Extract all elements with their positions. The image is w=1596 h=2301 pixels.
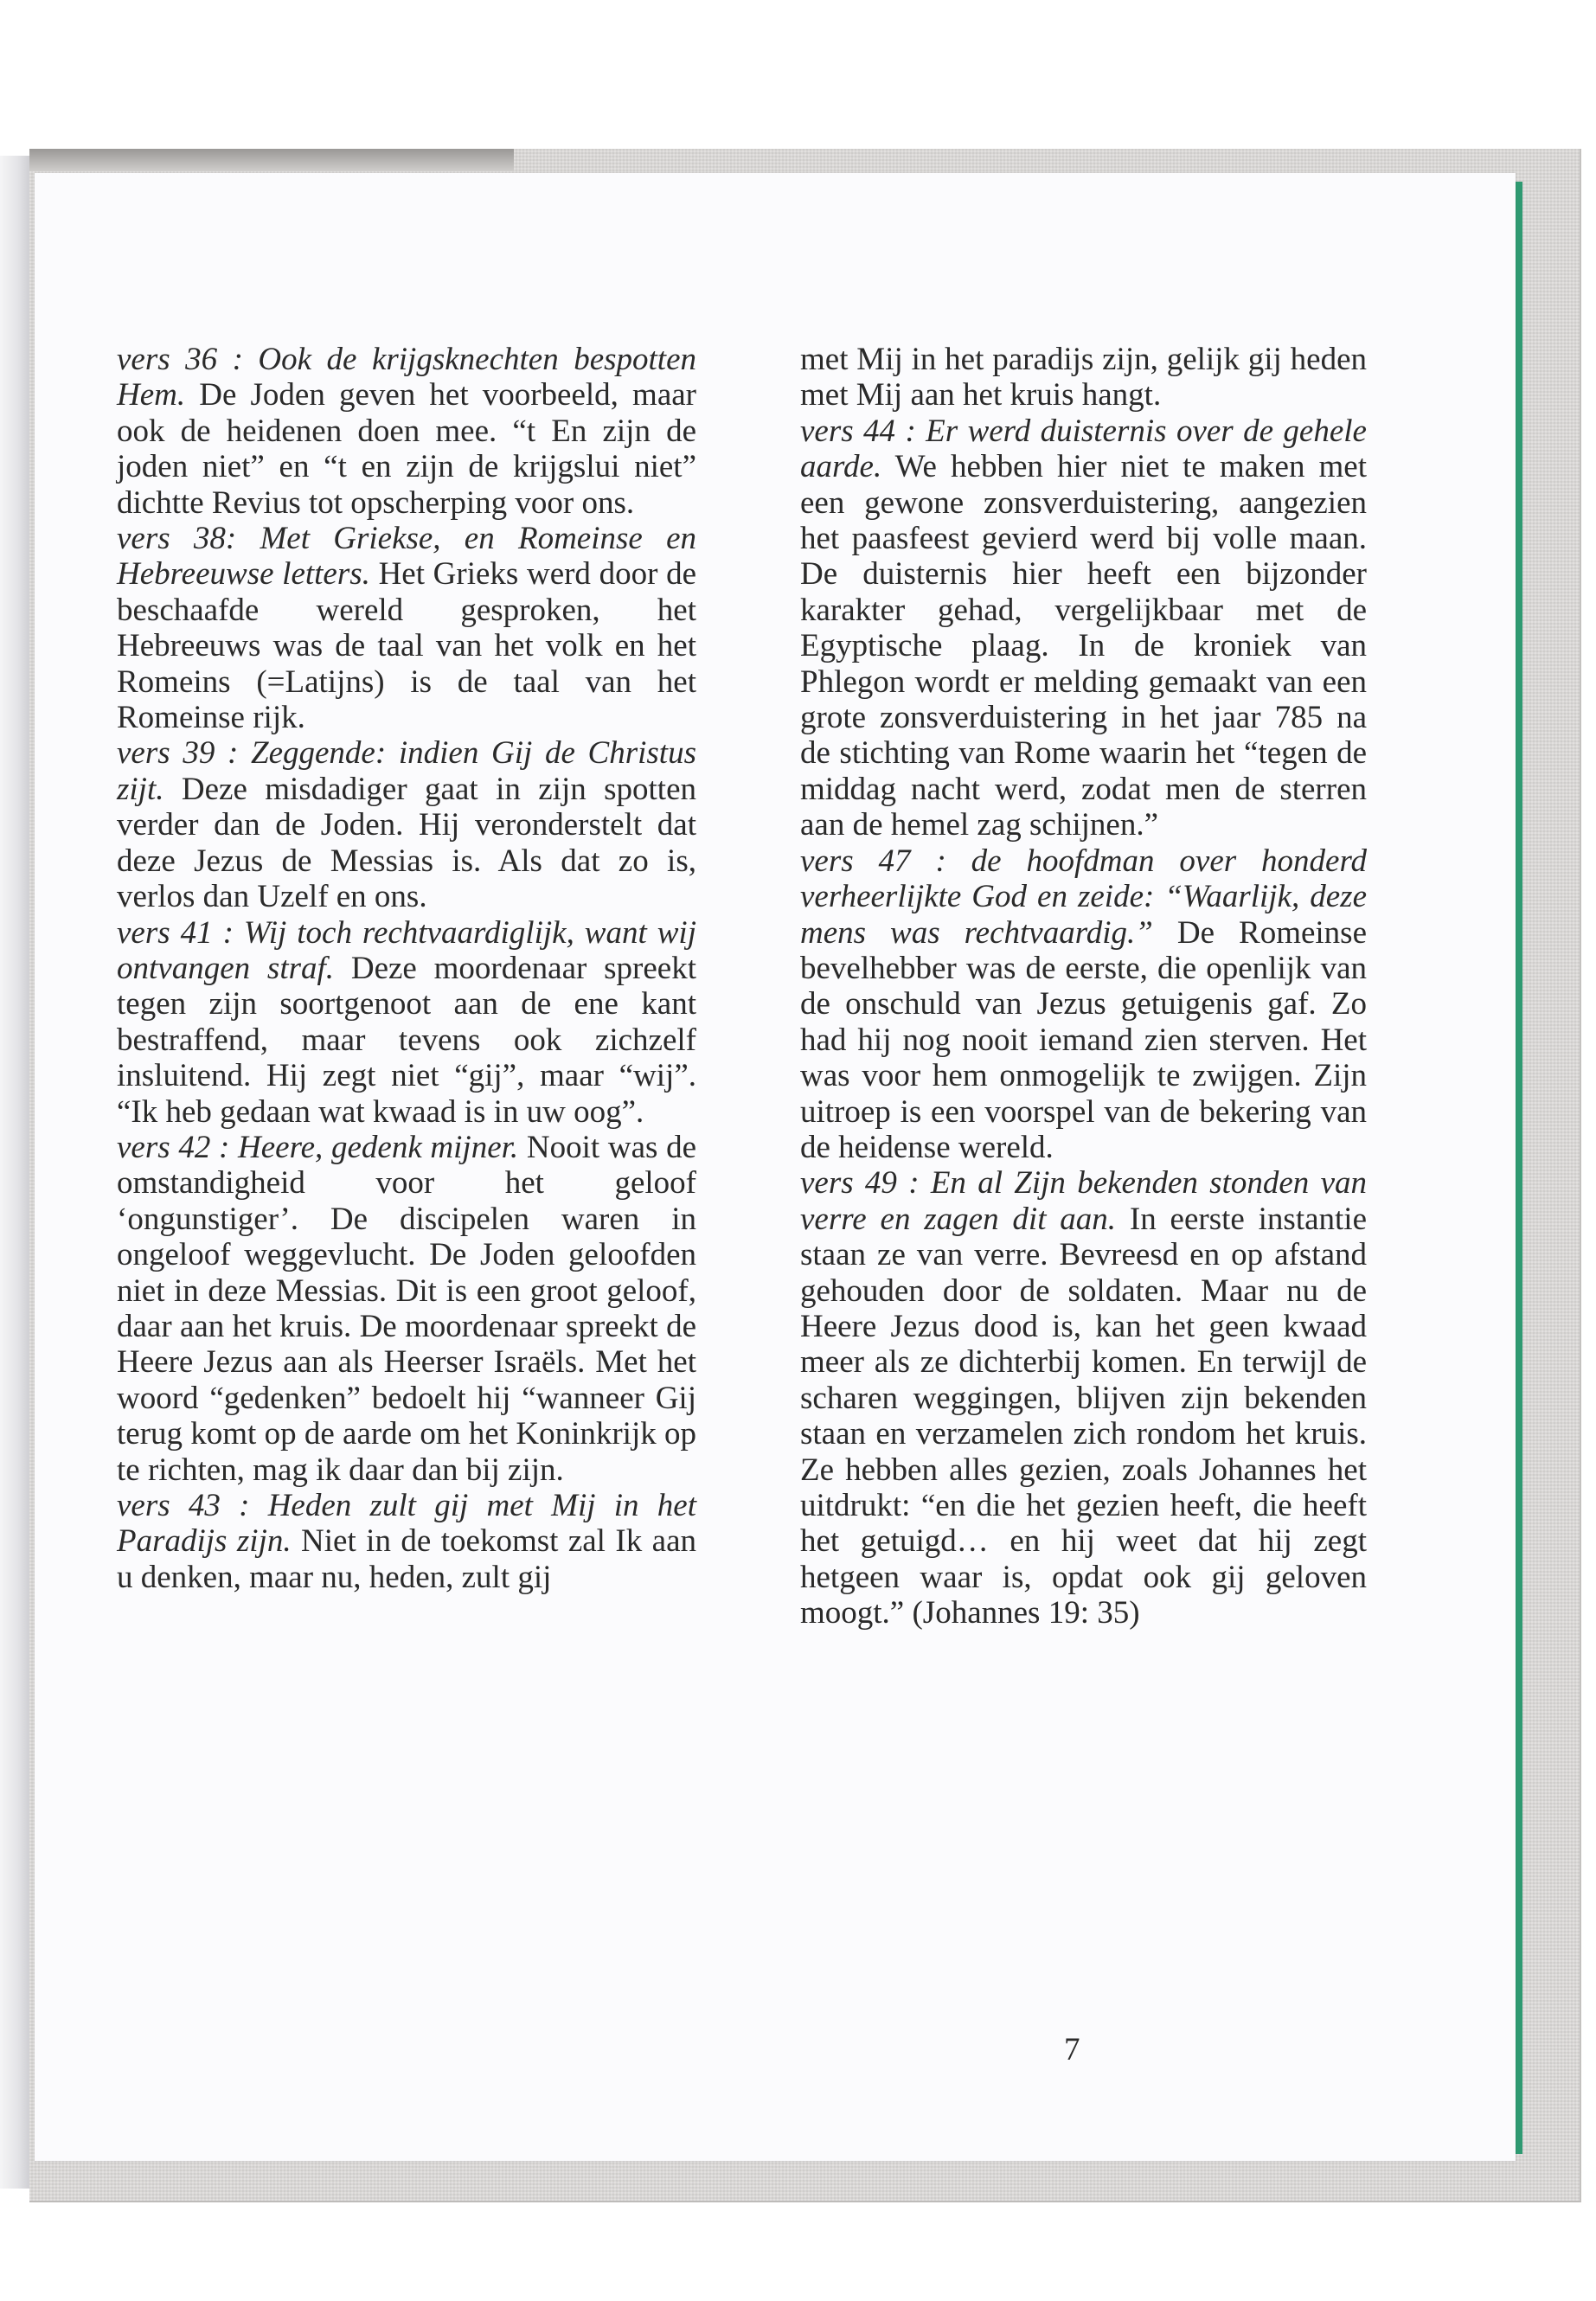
paragraph-vers-36 <box>117 342 696 521</box>
verse-label: vers 42 : <box>117 1129 239 1165</box>
commentary-text: Deze moordenaar spreekt tegen zijn soortgenoot aan de ene kant bestraffend, maar tevens ook zichzelf insluitend. Hij zegt niet “gij”, maar “wij”. “Ik heb gedaan wat kwaad is in uw oog”. <box>117 950 696 1130</box>
page-number: 7 <box>1064 2032 1080 2067</box>
commentary-text: De Joden geven het voorbeeld, maar ook de heidenen doen mee. “t En zijn de joden niet” en “t en zijn de krijgslui niet” dichtte Revius tot opscherping voor ons. <box>117 377 696 521</box>
commentary-text: Het Grieks werd door de beschaafde wereld gesproken, het Hebreeuws was de taal van het volk en het Romeins (=Latijns) is de taal van het Romeinse rijk. <box>117 556 697 736</box>
commentary-text: Nooit was de omstandigheid voor het geloof ‘ongunstiger’. De discipelen waren in ongeloof weggevlucht. De Joden geloofden niet in deze Messias. Dit is een groot geloof, daar aan het kruis. De moordenaar spreekt de Heere Jezus aan als Heerser Israëls. Met het woord “gedenken” bedoelt hij “wanneer Gij terug komt op de aarde om het Koninkrijk op te richten, mag ik daar dan bij zijn. <box>117 1129 696 1488</box>
paragraph-vers-44 <box>800 413 1367 843</box>
commentary-text: met Mij in het paradijs zijn, gelijk gij heden met Mij aan het kruis hangt. <box>800 342 1367 413</box>
verse-quote: Met Griekse, en Romeinse en Hebreeuwse letters. <box>117 521 696 593</box>
verse-quote: Heere, gedenk mijner. <box>238 1129 519 1165</box>
paragraph-vers-39 <box>117 735 696 914</box>
verse-quote: Zeggende: indien Gij de Christus zijt. <box>117 735 696 807</box>
verse-label: vers 38: <box>117 521 260 557</box>
verse-label: vers 43 : <box>117 1488 268 1523</box>
verse-quote: Ook de krijgsknechten bespotten Hem. <box>117 342 696 413</box>
paragraph-vers-42 <box>117 1130 696 1488</box>
verse-label: vers 39 : <box>117 735 251 772</box>
verse-quote: Er werd duisternis over de gehele aarde. <box>800 413 1367 485</box>
verse-label: vers 44 : <box>800 413 926 449</box>
verse-label: vers 47 : <box>800 843 971 879</box>
verse-quote: Wij toch rechtvaardiglijk, want wij ontvangen straf. <box>117 914 696 986</box>
commentary-text: We hebben hier niet te maken met een gewone zonsverduistering, aangezien het paasfeest gevierd werd bij volle maan. De duisternis hier heeft een bijzonder karakter gehad, vergelijkbaar met de Egyptische plaag. In de kroniek van Phlegon wordt er melding gemaakt van een grote zonsverduistering in het jaar 785 na de stichting van Rome waarin het “tegen de middag nacht werd, zodat men de sterren aan de hemel zag schijnen.” <box>800 449 1367 843</box>
commentary-text: In eerste instantie staan ze van verre. Bevreesd en op afstand gehouden door de soldaten. Maar nu de Heere Jezus dood is, kan het geen kwaad meer als ze dichterbij komen. En terwijl de scharen weggingen, blijven zijn bekenden staan en verzamelen zich rondom het kruis. Ze hebben alles gezien, zoals Johannes het uitdrukt: “en die het gezien heeft, die heeft het getuigd… en hij weet dat hij zegt hetgeen waar is, opdat ook gij geloven moogt.” (Johannes 19: 35) <box>800 1201 1367 1631</box>
cover-shadow <box>29 149 514 171</box>
left-column <box>117 342 696 1595</box>
page-edge-green <box>1516 182 1522 2154</box>
book-spine-edge <box>0 156 29 2189</box>
paragraph-continuation <box>800 342 1367 413</box>
paragraph-vers-38 <box>117 521 696 735</box>
paragraph-vers-41 <box>117 915 696 1130</box>
commentary-text: Niet in de toekomst zal Ik aan u denken, maar nu, heden, zult gij <box>117 1523 696 1595</box>
verse-quote: de hoofdman over honderd verheerlijkte God en zeide: “Waarlijk, deze mens was rechtvaardig.” <box>800 843 1367 951</box>
verse-label: vers 49 : <box>800 1165 931 1202</box>
verse-quote: Heden zult gij met Mij in het Paradijs zijn. <box>117 1488 696 1560</box>
paragraph-vers-49 <box>800 1165 1367 1631</box>
paragraph-vers-47 <box>800 843 1367 1166</box>
commentary-text: De Romeinse bevelhebber was de eerste, die openlijk van de onschuld van Jezus getuigenis gaf. Zo had hij nog nooit iemand zien sterven. Het was voor hem onmogelijk te zwijgen. Zijn uitroep is een voorspel van de bekering van de heidense wereld. <box>800 914 1368 1165</box>
commentary-text: Deze misdadiger gaat in zijn spotten verder dan de Joden. Hij veronderstelt dat deze Jezus de Messias is. Als dat zo is, verlos dan Uzelf en ons. <box>117 771 696 915</box>
verse-quote: En al Zijn bekenden stonden van verre en zagen dit aan. <box>800 1165 1367 1237</box>
paragraph-vers-43 <box>117 1488 696 1595</box>
right-column <box>800 342 1367 1631</box>
verse-label: vers 36 : <box>117 342 259 377</box>
verse-label: vers 41 : <box>117 914 244 951</box>
